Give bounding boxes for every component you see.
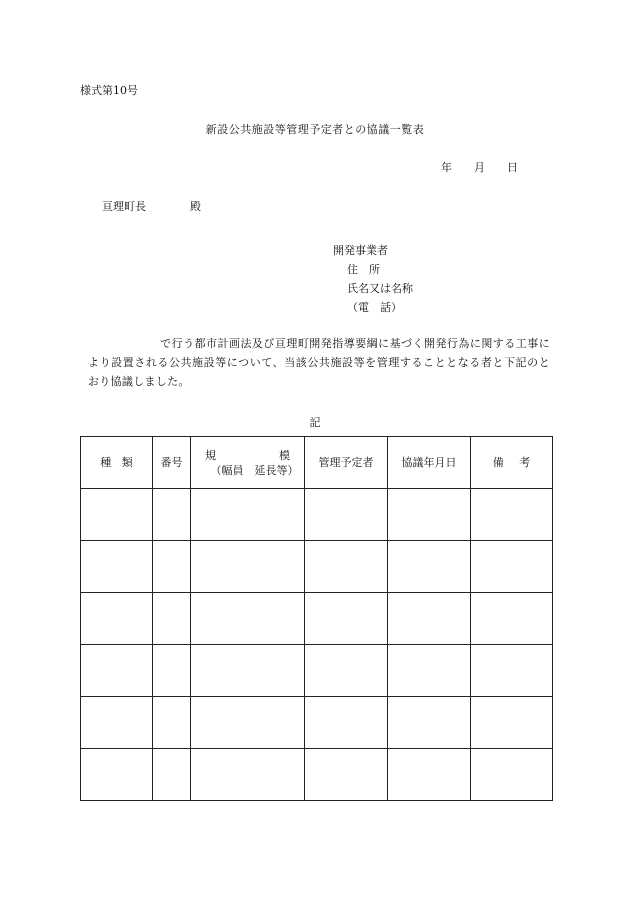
addressee-name: 亘理町長 <box>102 200 146 213</box>
table-row <box>81 645 553 697</box>
cell-type[interactable] <box>81 749 153 801</box>
document-title: 新設公共施設等管理予定者との協議一覧表 <box>205 123 425 136</box>
applicant-block <box>333 241 413 317</box>
cell-manager[interactable] <box>305 541 388 593</box>
cell-remarks[interactable] <box>471 645 553 697</box>
cell-date[interactable] <box>388 489 471 541</box>
table-row <box>81 697 553 749</box>
cell-remarks[interactable] <box>471 697 553 749</box>
cell-type[interactable] <box>81 489 153 541</box>
cell-date[interactable] <box>388 749 471 801</box>
cell-date[interactable] <box>388 541 471 593</box>
applicant-heading: 開発事業者 <box>333 244 388 257</box>
applicant-name-label: 氏名又は名称 <box>347 282 413 295</box>
body-paragraph <box>88 334 550 391</box>
cell-remarks[interactable] <box>471 593 553 645</box>
cell-manager[interactable] <box>305 697 388 749</box>
record-heading: 記 <box>309 416 321 429</box>
table-row <box>81 541 553 593</box>
cell-type[interactable] <box>81 645 153 697</box>
body-text: で行う都市計画法及び亘理町開発指導要綱に基づく開発行為に関する工事により設置される公共施設等について、当該公共施設等を管理することとなる者と下記のとおり協議しました。 <box>88 337 550 388</box>
cell-manager[interactable] <box>305 593 388 645</box>
header-manager: 管理予定者 <box>305 437 388 489</box>
cell-manager[interactable] <box>305 749 388 801</box>
table-header-row <box>81 437 553 489</box>
header-remarks: 備 考 <box>471 437 553 489</box>
header-scale-sub: （幅員 延長等） <box>210 463 299 477</box>
cell-date[interactable] <box>388 645 471 697</box>
cell-scale[interactable] <box>191 489 305 541</box>
form-number: 様式第10号 <box>80 84 138 97</box>
table-row <box>81 749 553 801</box>
cell-remarks[interactable] <box>471 489 553 541</box>
cell-type[interactable] <box>81 541 153 593</box>
date-day: 日 <box>507 161 518 174</box>
cell-manager[interactable] <box>305 489 388 541</box>
cell-scale[interactable] <box>191 593 305 645</box>
cell-date[interactable] <box>388 697 471 749</box>
cell-scale[interactable] <box>191 749 305 801</box>
header-scale: 規 模 （幅員 延長等） <box>191 437 305 489</box>
header-type: 種 類 <box>81 437 153 489</box>
cell-remarks[interactable] <box>471 749 553 801</box>
cell-number[interactable] <box>153 645 191 697</box>
date-line <box>441 159 518 175</box>
cell-scale[interactable] <box>191 541 305 593</box>
cell-remarks[interactable] <box>471 541 553 593</box>
cell-type[interactable] <box>81 697 153 749</box>
cell-number[interactable] <box>153 697 191 749</box>
applicant-address-label: 住 所 <box>347 263 380 276</box>
cell-scale[interactable] <box>191 697 305 749</box>
addressee <box>102 198 201 214</box>
date-month: 月 <box>474 161 485 174</box>
cell-number[interactable] <box>153 593 191 645</box>
cell-number[interactable] <box>153 489 191 541</box>
date-year: 年 <box>441 161 452 174</box>
header-number: 番号 <box>153 437 191 489</box>
cell-number[interactable] <box>153 749 191 801</box>
agreement-table <box>80 436 553 801</box>
cell-scale[interactable] <box>191 645 305 697</box>
table-row <box>81 489 553 541</box>
cell-date[interactable] <box>388 593 471 645</box>
cell-type[interactable] <box>81 593 153 645</box>
cell-number[interactable] <box>153 541 191 593</box>
applicant-phone-label: （電 話） <box>347 301 402 314</box>
addressee-honorific: 殿 <box>190 200 201 213</box>
cell-manager[interactable] <box>305 645 388 697</box>
table-row <box>81 593 553 645</box>
header-date: 協議年月日 <box>388 437 471 489</box>
